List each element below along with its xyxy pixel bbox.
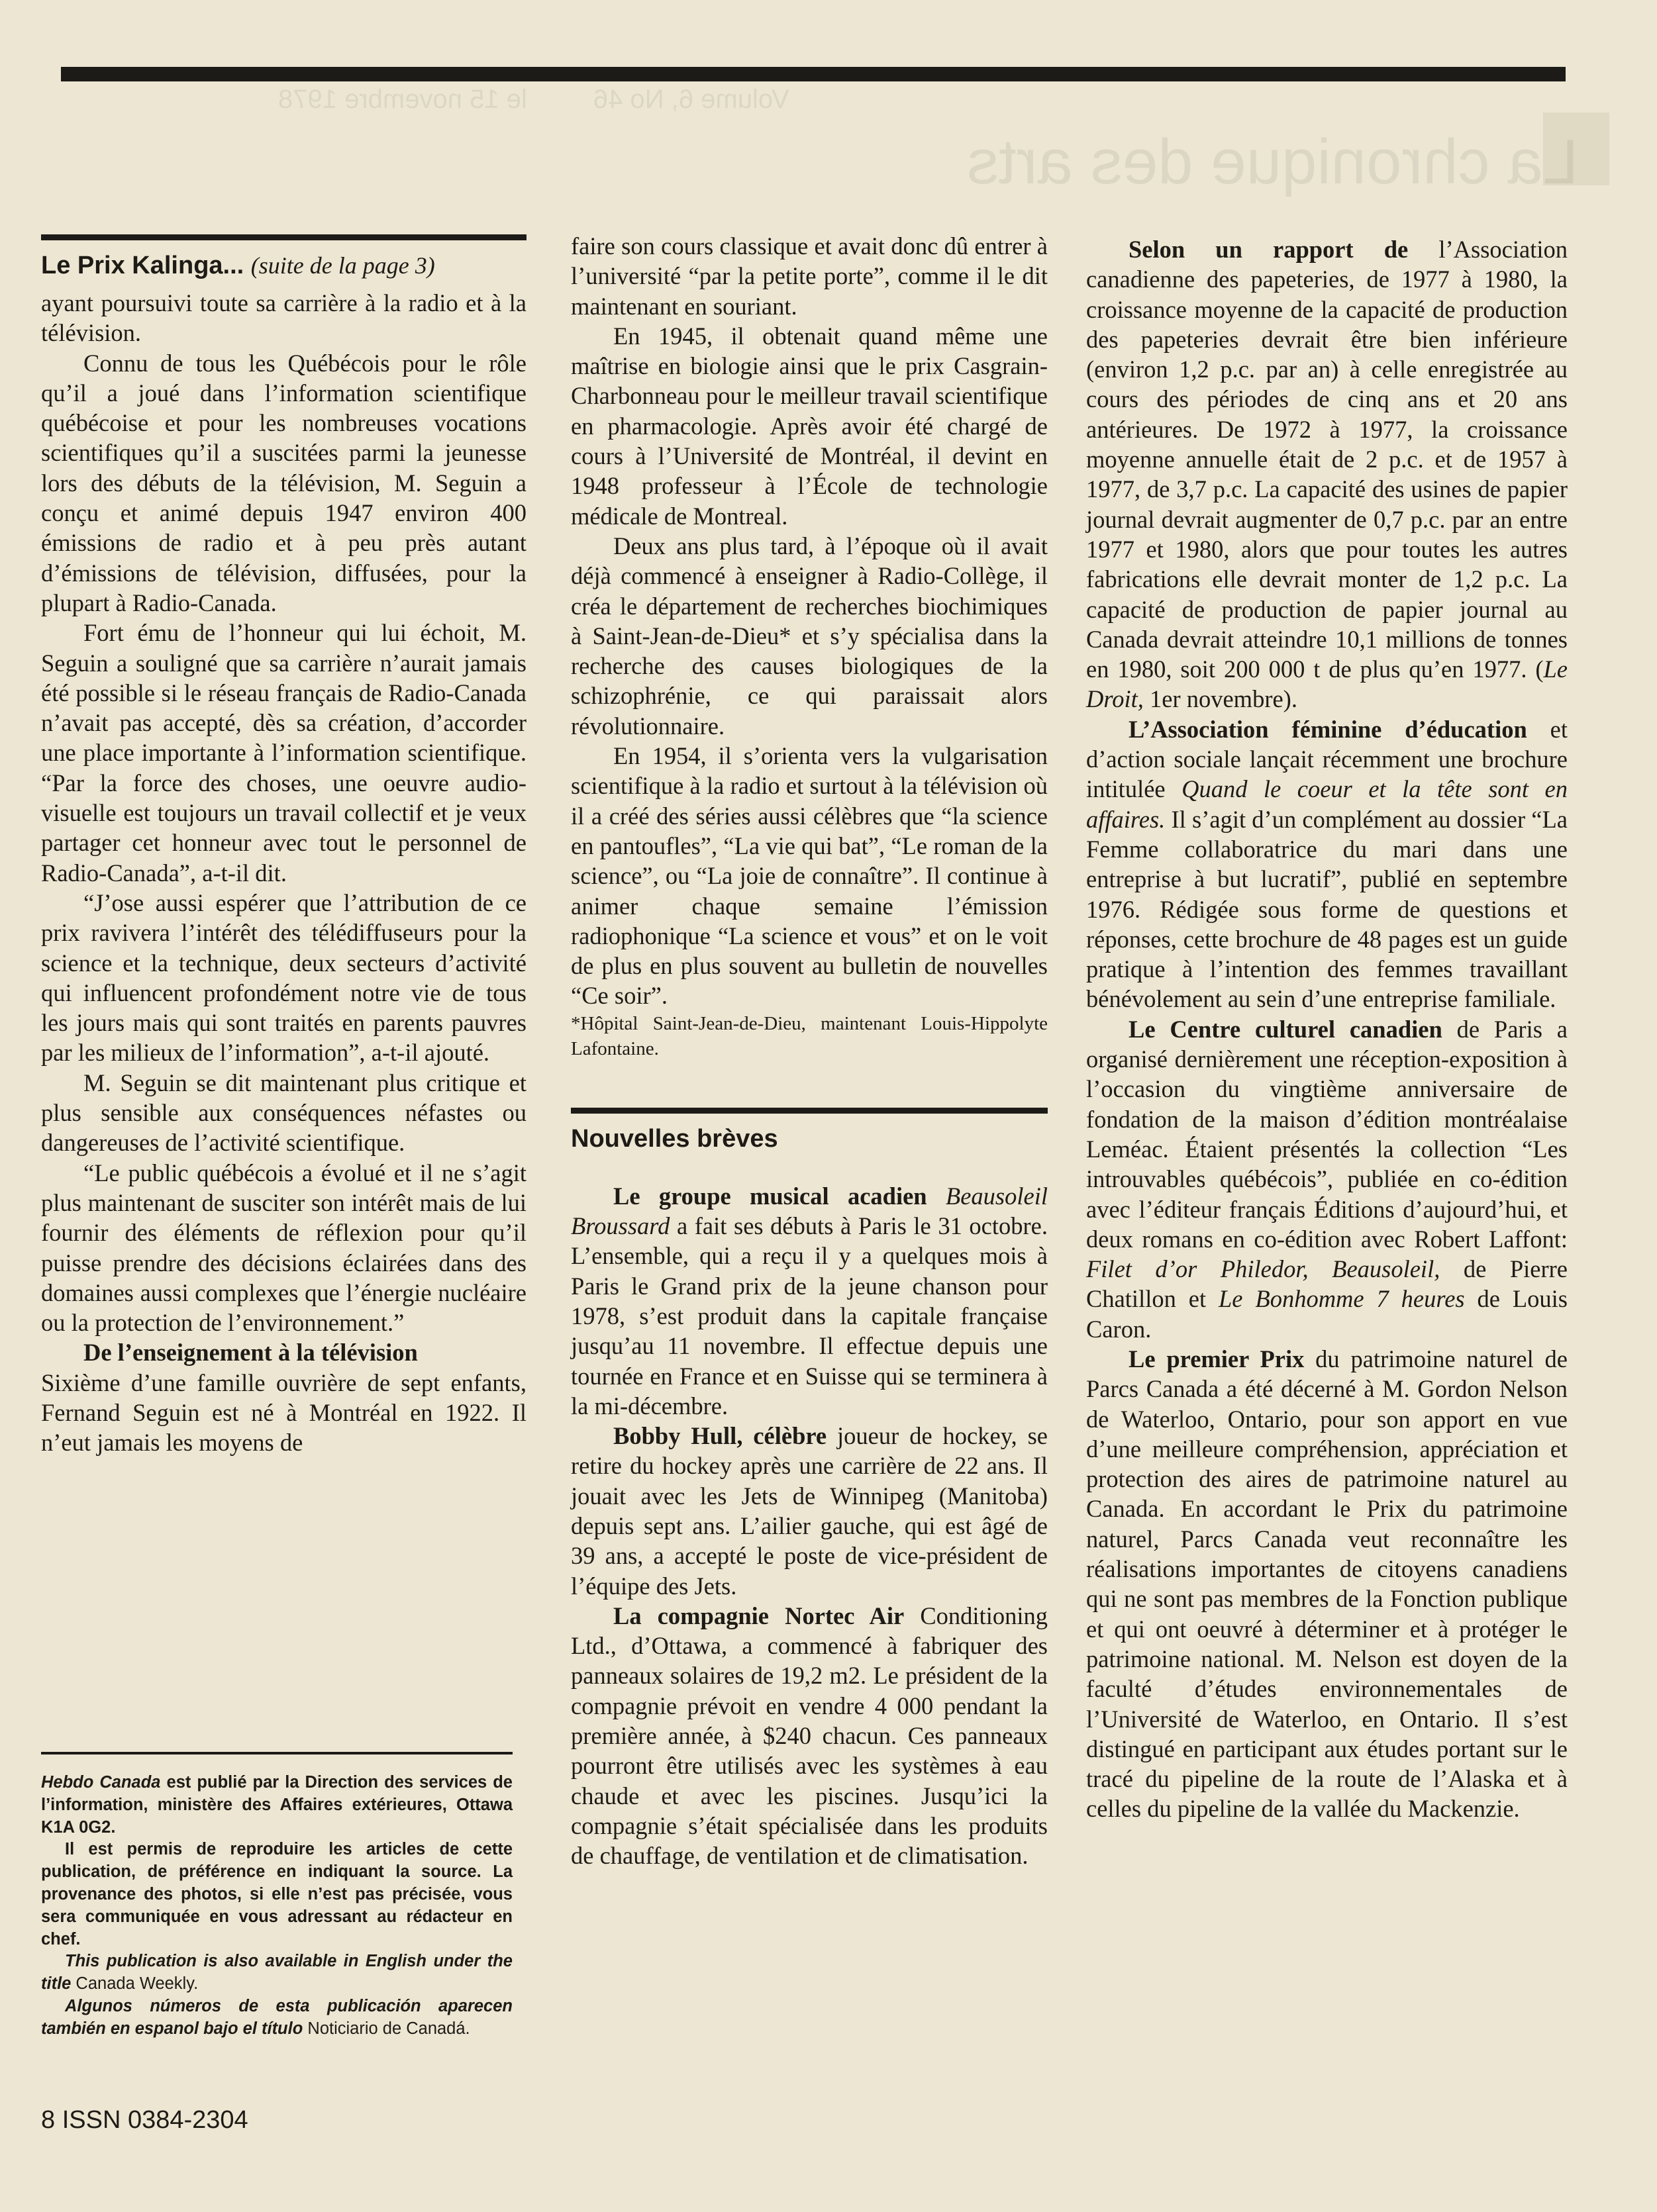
section-rule	[571, 1108, 1048, 1114]
footnote: *Hôpital Saint-Jean-de-Dieu, maintenant Louis-Hippolyte Lafontaine.	[571, 1012, 1048, 1059]
page-number-issn: 8 ISSN 0384-2304	[41, 2106, 248, 2134]
column-3	[1086, 234, 1568, 1824]
paragraph: “Le public québécois a évolué et il ne s’agit plus maintenant de susciter son intérêt mais de lui fournir des éléments de réflexion pour qu’il puisse prendre des décisions éclairées dans des domaines aussi complexes que l’énergie nucléaire ou la protection de l’environnement.”	[41, 1159, 527, 1337]
section-rule	[41, 234, 527, 240]
paragraph: Connu de tous les Québécois pour le rôle qu’il a joué dans l’information scientifique québécoise et pour les nombreuses vocations scientifiques qu’il a suscitées parmi la jeunesse lors des débuts de la télévision, M. Seguin a conçu et animé depuis 1947 environ 400 émissions de radio et à peu près autant d’émissions de télévision, diffusées, pour la plupart à Radio-Canada.	[41, 349, 527, 616]
masthead-line: Algunos números de esta publicación aparecen también en espanol bajo el título Noticiario de Canadá.	[41, 1996, 513, 2038]
column-2	[571, 231, 1048, 1871]
paragraph: En 1945, il obtenait quand même une maîtrise en biologie ainsi que le prix Casgrain-Charbonneau pour le meilleur travail scientifique en pharmacologie. Après avoir été chargé de cours à l’Université de Montréal, il devint en 1948 professeur à l’École de technologie médicale de Montreal.	[571, 322, 1048, 530]
top-rule	[61, 67, 1566, 81]
paragraph: ayant poursuivi toute sa carrière à la radio et à la télévision.	[41, 289, 527, 347]
masthead-line: This publication is also available in English under the title Canada Weekly.	[41, 1952, 513, 1994]
subheading: De l’enseignement à la télévision	[83, 1339, 418, 1367]
masthead-line: Il est permis de reproduire les articles de cette publication, de préférence en indiquant la source. La provenance des photos, si elle n’est pas précisée, vous sera communiquée en vous adressant au rédacteur en chef.	[41, 1840, 513, 1948]
news-item: Selon un rapport de l’Association canadienne des papeteries, de 1977 à 1980, la croissance moyenne de la capacité de production des papeteries devrait être bien inférieure (environ 1,2 p.c. par an) à celle enregistrée au cours des périodes de cinq ans et 20 ans antérieures. De 1972 à 1977, la croissance moyenne annuelle était de 2 p.c. et de 1957 à 1977, de 3,7 p.c. La capacité des usines de papier journal devrait augmenter de 0,7 p.c. par an entre 1977 et 1980, alors que pour toutes les autres fabrications elle devrait monter de 1,2 p.c. La capacité de production de papier journal au Canada devrait atteindre 10,1 millions de tonnes en 1980, soit 200 000 t de plus qu’en 1977. (Le Droit, 1er novembre).	[1086, 236, 1568, 713]
column-1	[41, 234, 527, 1458]
paragraph: Sixième d’une famille ouvrière de sept enfants, Fernand Seguin est né à Montréal en 1922. Il n’eut jamais les moyens de	[41, 1369, 527, 1457]
bleed-through-header: Volume 6, No 46 le 15 novembre 1978	[278, 85, 789, 114]
article-title: Le Prix Kalinga... (suite de la page 3)	[41, 252, 435, 279]
paragraph: M. Seguin se dit maintenant plus critique et plus sensible aux conséquences néfastes ou dangereuses de l’activité scientifique.	[41, 1069, 527, 1157]
section-title: Nouvelles brèves	[571, 1124, 778, 1153]
paragraph: “J’ose aussi espérer que l’attribution de ce prix ravivera l’intérêt des télédiffuseurs pour la science et la technique, deux secteurs d’activité qui influencent profondément notre vie de tous les jours mais qui sont traités en parents pauvres par les milieux de l’information”, a-t-il ajouté.	[41, 889, 527, 1067]
bleed-through-title: La chronique des arts	[967, 126, 1579, 197]
paragraph: Deux ans plus tard, à l’époque où il avait déjà commencé à enseigner à Radio-Collège, il créa le département de recherches biochimiques à Saint-Jean-de-Dieu* et s’y spécialisa dans la recherche des causes biologiques de la schizophrénie, ce qui paraissait alors révolutionnaire.	[571, 532, 1048, 740]
paragraph: En 1954, il s’orienta vers la vulgarisation scientifique à la radio et surtout à la télévision où il a créé des séries aussi célèbres que “la science en pantoufles”, “La vie qui bat”, “Le roman de la science”, ou “La joie de connaître”. Il continue à animer chaque semaine l’émission radiophonique “La science et vous” et on le voit de plus en plus souvent au bulletin de nouvelles “Ce soir”.	[571, 742, 1048, 1010]
bleed-through-mark	[1543, 113, 1609, 185]
news-item: La compagnie Nortec Air Conditioning Ltd., d’Ottawa, a commencé à fabriquer des panneaux solaires de 19,2 m2. Le président de la compagnie prévoit en vendre 4 000 pendant la première année, à $240 chacun. Ces panneaux pourront être utilisés avec les systèmes à eau chaude et avec les piscines. Jusqu’ici la compagnie s’était spécialisée dans les produits de chauffage, de ventilation et de climatisation.	[571, 1602, 1048, 1870]
news-item: Le Centre culturel canadien de Paris a organisé dernièrement une réception-exposition à l’occasion du vingtième anniversaire de fondation de la maison d’édition montréalaise Leméac. Étaient présentés la collection “Les introuvables québécois”, publiée en co-édition avec l’éditeur français Éditions d’aujourd’hui, et deux romans en co-édition avec Robert Laffont: Filet d’or Philedor, Beausoleil, de Pierre Chatillon et Le Bonhomme 7 heures de Louis Caron.	[1086, 1015, 1568, 1343]
paragraph: Fort ému de l’honneur qui lui échoit, M. Seguin a souligné que sa carrière n’aurait jamais été possible si le réseau français de Radio-Canada n’avait pas accepté, dès sa création, d’accorder une place importante à l’information scientifique. “Par la force des choses, une oeuvre audio-visuelle est toujours un travail collectif et je veux partager cet honneur avec tout le personnel de Radio-Canada”, a-t-il dit.	[41, 619, 527, 887]
paragraph: faire son cours classique et avait donc dû entrer à l’université “par la petite porte”, comme il le dit maintenant en souriant.	[571, 232, 1048, 320]
news-item: L’Association féminine d’éducation et d’action sociale lançait récemment une brochure intitulée Quand le coeur et la tête sont en affaires. Il s’agit d’un complément au dossier “La Femme collaboratrice du mari dans une entreprise à but lucratif”, publié en septembre 1976. Rédigée sous forme de questions et réponses, cette brochure de 48 pages est un guide pratique à l’intention des femmes travaillant bénévolement au sein d’une entreprise familiale.	[1086, 715, 1568, 1013]
news-item: Bobby Hull, célèbre joueur de hockey, se retire du hockey après une carrière de 22 ans. Il jouait avec les Jets de Winnipeg (Manitoba) depuis sept ans. L’ailier gauche, qui est âgé de 39 ans, a accepté le poste de vice-président de l’équipe des Jets.	[571, 1422, 1048, 1600]
masthead-line: Hebdo Canada est publié par la Direction des services de l’information, ministère des Affaires extérieures, Ottawa K1A 0G2.	[41, 1773, 513, 1837]
news-item: Le premier Prix du patrimoine naturel de Parcs Canada a été décerné à M. Gordon Nelson de Waterloo, Ontario, pour son apport en vue d’une meilleure compréhension, appréciation et protection des aires de patrimoine naturel au Canada. En accordant le Prix du patrimoine naturel, Parcs Canada veut reconnaître les réalisations importantes de citoyens canadiens qui ne sont pas membres de la Fonction publique et qui ont oeuvré à déterminer et à protéger le patrimoine national. M. Nelson est doyen de la faculté d’études environnementales de l’Université de Waterloo, en Ontario. Il s’est distingué en participant aux études portant sur le tracé du pipeline de la route de l’Alaska et à celles du pipeline de la vallée du Mackenzie.	[1086, 1345, 1568, 1823]
news-item: Le groupe musical acadien Beausoleil Broussard a fait ses débuts à Paris le 31 octobre. L’ensemble, qui a reçu il y a quelques mois à Paris le Grand prix de la jeune chanson pour 1978, s’est produit dans la capitale française jusqu’au 11 novembre. Il effectue depuis une tournée en France et en Suisse qui se terminera à la mi-décembre.	[571, 1182, 1048, 1419]
masthead-box	[41, 1752, 513, 2041]
